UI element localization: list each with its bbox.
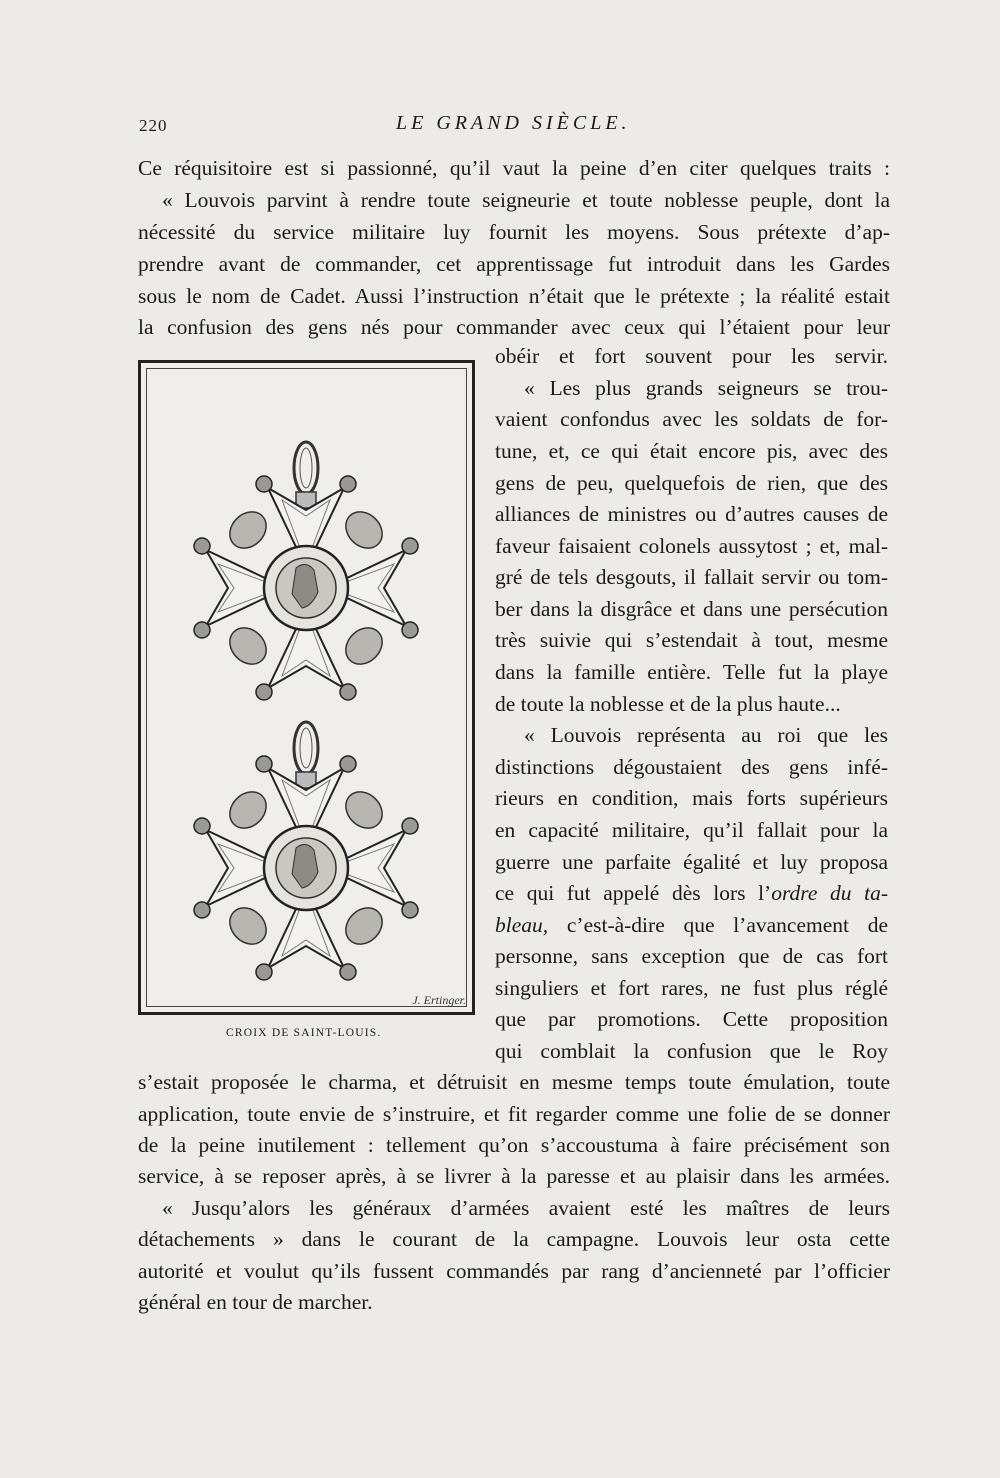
text-line: distinctions dégoustaient des gens infé- [495,755,888,779]
figure-caption: CROIX DE SAINT-LOUIS. [226,1027,382,1039]
text-line: obéir et fort souvent pour les servir. [495,344,888,368]
italic-term: bleau, [495,913,549,937]
text-line: singuliers et fort rares, ne fust plus réglé [495,976,888,1000]
text-line: très suivie qui s’estendait à tout, mesme [495,628,888,652]
engraver-signature: J. Ertinger. [412,993,466,1007]
text-line: service, à se reposer après, à se livrer à la paresse et au plaisir dans les armées. [138,1164,890,1188]
text-line: détachements » dans le courant de la campagne. Louvois leur osta cette [138,1227,890,1251]
text-line: de la peine inutilement : tellement qu’on s’accoustuma à faire précisément son [138,1133,890,1157]
page-number: 220 [139,116,168,135]
text-line: « Jusqu’alors les généraux d’armées avaient esté les maîtres de leurs [162,1196,890,1220]
text-line: que par promotions. Cette proposition [495,1007,888,1031]
text-line: sous le nom de Cadet. Aussi l’instruction n’était que le prétexte ; la réalité estait [138,284,890,308]
text-line: s’estait proposée le charma, et détruisit en mesme temps toute émulation, toute [138,1070,890,1094]
text-line: de toute la noblesse et de la plus haute... [495,692,841,716]
text-line: qui comblait la confusion que le Roy [495,1039,888,1063]
text-line: faveur faisaient colonels aussytost ; et, mal- [495,534,888,558]
text-line: Ce réquisitoire est si passionné, qu’il vaut la peine d’en citer quelques traits : [138,156,890,180]
text-line: nécessité du service militaire luy fournit les moyens. Sous prétexte d’ap- [138,220,890,244]
text-line: en capacité militaire, qu’il fallait pour la [495,818,888,842]
text-line [495,877,888,909]
text-line: guerre une parfaite égalité et luy proposa [495,850,888,874]
text-line: personne, sans exception que de cas fort [495,944,888,968]
text-line: tune, et, ce qui était encore pis, avec des [495,439,888,463]
running-title: LE GRAND SIÈCLE. [396,112,631,134]
text-line: vaient confondus avec les soldats de for- [495,407,888,431]
text-line: application, toute envie de s’instruire, et fit regarder comme une folie de se donner [138,1102,890,1126]
figure-croix-de-saint-louis [138,360,475,1015]
text-segment: c’est-à-dire que l’avancement de [548,913,888,937]
text-line: ber dans la disgrâce et dans une persécution [495,597,888,621]
text-segment: ce qui fut appelé dès lors l’ [495,881,772,905]
text-line: général en tour de marcher. [138,1290,373,1314]
text-line: rieurs en condition, mais forts supérieurs [495,786,888,810]
text-line: « Louvois représenta au roi que les [524,723,888,747]
text-line [495,909,888,941]
text-line: gens de peu, quelquefois de rien, que des [495,471,888,495]
text-line: alliances de ministres ou d’autres causes de [495,502,888,526]
text-line: la confusion des gens nés pour commander avec ceux qui l’étaient pour leur [138,315,890,339]
text-line: « Louvois parvint à rendre toute seigneurie et toute noblesse peuple, dont la [162,188,890,212]
italic-term: ordre du ta- [771,881,888,905]
text-line: gré de tels desgouts, il fallait servir ou tom- [495,565,888,589]
cross-engravings [141,363,472,1012]
text-line: prendre avant de commander, cet apprentissage fut introduit dans les Gardes [138,252,890,276]
text-line: autorité et voulut qu’ils fussent commandés par rang d’ancienneté par l’officier [138,1259,890,1283]
text-line: « Les plus grands seigneurs se trou- [524,376,888,400]
text-line: dans la famille entière. Telle fut la playe [495,660,888,684]
